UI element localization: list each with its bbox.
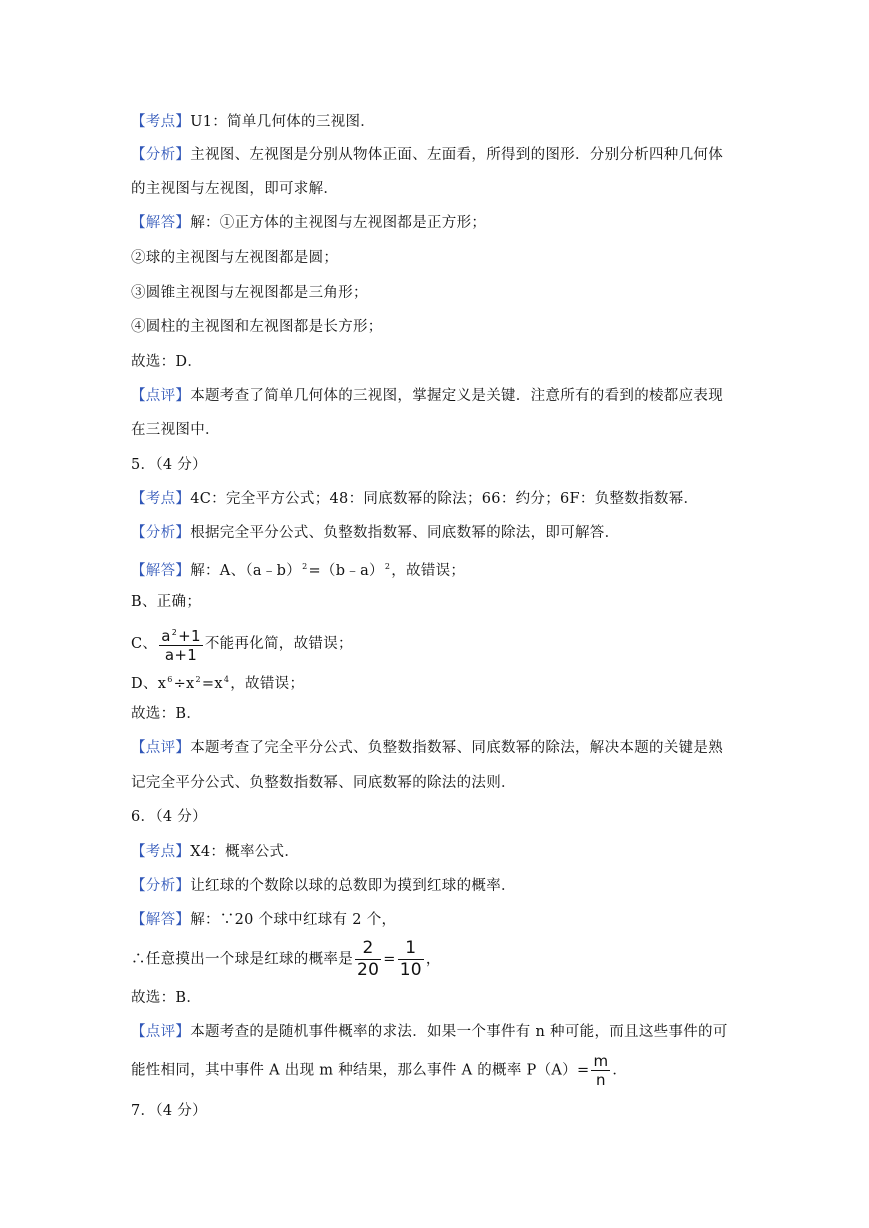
q5-fenxi <box>131 523 619 543</box>
jieda-text: ④圆柱的主视图和左视图都是长方形； <box>131 319 383 335</box>
q6-answer <box>131 988 201 1008</box>
jieda-d-mid: ÷x <box>173 676 195 692</box>
dianping-text-cont: 能性相同，其中事件 A 出现 m 种结果，那么事件 A 的概率 P（A）= <box>131 1062 590 1079</box>
dianping-text: 本题考查了简单几何体的三视图，掌握定义是关键．注意所有的看到的棱都应表现 <box>190 388 723 404</box>
fraction-numerator: 1 <box>398 938 424 960</box>
question-number: 5．（4 分） <box>131 457 207 473</box>
jieda-text: ∴任意摸出一个球是红球的概率是 <box>131 951 353 968</box>
dianping-text: 本题考查了完全平分公式、负整数指数幂、同底数幂的除法，解决本题的关键是熟 <box>190 740 723 756</box>
fraction-denominator: 20 <box>357 960 380 980</box>
fraction-m-n <box>591 1052 610 1089</box>
jieda-c-prefix: C、 <box>131 636 158 652</box>
kaodian-tag: 【考点】 <box>131 844 191 860</box>
jieda-b: B、正确； <box>131 594 202 610</box>
q4-answer <box>131 352 202 372</box>
jieda-a-prefix: 解：A、（a﹣b） <box>190 563 302 579</box>
q4-jieda-4 <box>131 317 383 337</box>
jieda-d-prefix: D、x <box>131 676 167 692</box>
jieda-text: ②球的主视图与左视图都是圆； <box>131 250 339 266</box>
dianping-tag: 【点评】 <box>131 388 191 404</box>
fraction-numerator: 2 <box>355 938 381 960</box>
fraction-denominator: 10 <box>399 960 422 980</box>
q6-heading <box>131 807 207 827</box>
q4-jieda-3 <box>131 283 368 303</box>
fenxi-text-cont: 的主视图与左视图，即可求解． <box>131 181 339 197</box>
jieda-text: ③圆锥主视图与左视图都是三角形； <box>131 285 368 301</box>
fraction-numerator: m <box>593 1052 609 1070</box>
question-number: 7．（4 分） <box>131 1103 207 1119</box>
q4-fenxi <box>131 145 723 165</box>
kaodian-tag: 【考点】 <box>131 114 191 130</box>
jieda-d-suffix: ，故错误； <box>230 676 305 692</box>
fraction-2-20 <box>355 938 381 981</box>
q5-jieda-c <box>131 624 353 664</box>
jieda-tag: 【解答】 <box>131 912 191 928</box>
q5-jieda <box>131 557 465 581</box>
q5-heading <box>131 455 207 475</box>
q5-answer <box>131 704 201 724</box>
q4-kaodian <box>131 112 375 132</box>
fraction-numerator <box>159 624 203 646</box>
q5-jieda-b <box>131 592 201 612</box>
fenxi-text: 让红球的个数除以球的总数即为摸到红球的概率． <box>190 878 516 894</box>
kaodian-text: X4：概率公式． <box>190 844 300 860</box>
q6-fenxi <box>131 876 516 896</box>
dianping-text-cont: 在三视图中． <box>131 422 220 438</box>
q6-jieda-2 <box>131 938 441 981</box>
q5-dianping-cont <box>131 773 516 793</box>
jieda-text: 解：∵20 个球中红球有 2 个， <box>190 912 397 928</box>
q5-jieda-d <box>131 670 304 694</box>
q6-dianping <box>131 1022 728 1042</box>
fenxi-text: 主视图、左视图是分别从物体正面、左面看，所得到的图形．分别分析四种几何体 <box>190 147 723 163</box>
dianping-text: 本题考查的是随机事件概率的求法．如果一个事件有 n 种可能，而且这些事件的可 <box>190 1024 728 1040</box>
q5-dianping <box>131 738 723 758</box>
punctuation: ． <box>612 1062 628 1079</box>
punctuation: ， <box>425 951 441 968</box>
q4-dianping <box>131 386 723 406</box>
q6-dianping-cont <box>131 1052 627 1089</box>
num-base: a <box>161 627 171 645</box>
answer-text: 故选：B． <box>131 990 202 1006</box>
jieda-tag: 【解答】 <box>131 215 191 231</box>
q6-kaodian <box>131 842 299 862</box>
exponent: 6 <box>167 675 173 684</box>
q7-heading <box>131 1101 207 1121</box>
q4-dianping-cont <box>131 420 220 440</box>
fenxi-tag: 【分析】 <box>131 878 191 894</box>
kaodian-text: U1：简单几何体的三视图． <box>190 114 376 130</box>
jieda-d-mid: =x <box>201 676 223 692</box>
fraction-denominator: a+1 <box>164 646 198 664</box>
exponent: 2 <box>384 562 391 571</box>
fraction-1-10 <box>398 938 424 981</box>
fraction-denominator: n <box>595 1071 606 1089</box>
exponent: 2 <box>302 562 308 571</box>
equals-sign: = <box>383 951 396 968</box>
exponent: 2 <box>195 675 201 684</box>
jieda-text: 解：①正方体的主视图与左视图都是正方形； <box>190 215 487 231</box>
exponent: 2 <box>171 628 178 637</box>
num-rest: +1 <box>178 627 201 645</box>
answer-text: 故选：B． <box>131 706 202 722</box>
question-number: 6．（4 分） <box>131 809 207 825</box>
jieda-a-suffix: ，故错误； <box>391 563 466 579</box>
dianping-tag: 【点评】 <box>131 740 191 756</box>
dianping-tag: 【点评】 <box>131 1024 191 1040</box>
fenxi-tag: 【分析】 <box>131 147 191 163</box>
jieda-tag: 【解答】 <box>131 563 191 579</box>
fraction-expression <box>159 624 203 664</box>
kaodian-tag: 【考点】 <box>131 491 191 507</box>
q6-jieda <box>131 910 396 930</box>
fenxi-text: 根据完全平分公式、负整数指数幂、同底数幂的除法，即可解答． <box>190 525 620 541</box>
q5-kaodian <box>131 489 698 509</box>
exponent: 4 <box>223 675 230 684</box>
fenxi-tag: 【分析】 <box>131 525 191 541</box>
q4-jieda <box>131 213 486 233</box>
q4-fenxi-cont <box>131 179 338 199</box>
jieda-c-suffix: 不能再化简，故错误； <box>204 636 353 652</box>
answer-text: 故选：D． <box>131 354 203 370</box>
kaodian-text: 4C：完全平方公式；48：同底数幂的除法；66：约分；6F：负整数指数幂． <box>190 491 699 507</box>
jieda-a-mid: =（b﹣a） <box>308 563 384 579</box>
dianping-text-cont: 记完全平分公式、负整数指数幂、同底数幂的除法的法则． <box>131 775 516 791</box>
q4-jieda-2 <box>131 248 338 268</box>
